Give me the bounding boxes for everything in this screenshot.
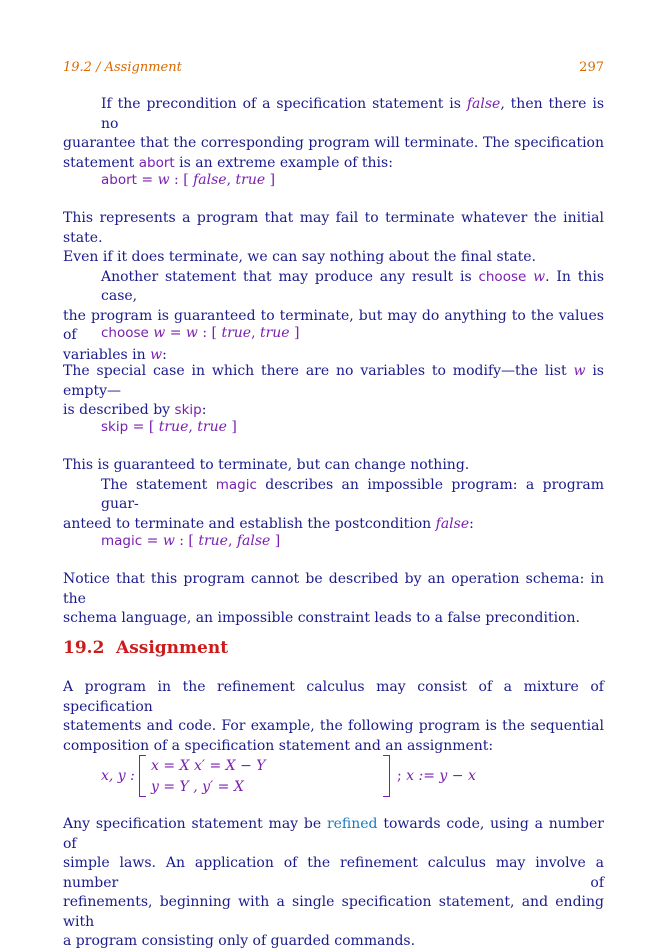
formula-choose: choose w = w : [ true, true ]: [101, 325, 300, 341]
running-header: [63, 60, 604, 78]
page-number: 297: [579, 60, 604, 75]
formula-magic: magic = w : [ true, false ]: [101, 533, 281, 549]
paragraph-assignment-intro: A program in the refinement calculus may consist of a mixture of specification statements and code. For example, the following program is the sequential composition of a specification statement and an assignment:: [63, 679, 604, 754]
section-heading: 19.2 Assignment: [63, 638, 229, 658]
header-section: 19.2 / Assignment: [63, 60, 182, 75]
paragraph-refinement: Any specification statement may be refined towards code, using a number of simple laws. An application of the refinement calculus may involve a number of refinements, beginning with a single specification statement, and ending with a program consisting only of guarded commands.: [63, 816, 604, 949]
formula-skip: skip = [ true, true ]: [101, 419, 237, 435]
formula-spec-assignment: [101, 752, 476, 802]
spec-row-2: y = Y , y′ = X: [151, 779, 244, 795]
refined-link[interactable]: refined: [326, 816, 378, 832]
spec-row-1: x = X x′ = X − Y: [151, 758, 266, 774]
formula-abort: abort = w : [ false, true ]: [101, 172, 276, 188]
paragraph-skip: The special case in which there are no variables to modify—the list w is empty— is described by skip:: [63, 363, 604, 418]
paragraph-precondition: If the precondition of a specification statement is false, then there is no guarantee that the corresponding program will terminate. The specification statement abort is an extreme example of this:: [63, 96, 605, 171]
right-bracket: [383, 755, 390, 797]
assignment-code: ; x := y − x: [397, 768, 476, 784]
left-bracket: [139, 755, 146, 797]
frame-label: x, y :: [101, 768, 135, 784]
paragraph-schema-note: Notice that this program cannot be described by an operation schema: in the schema language, an impossible constraint leads to a false precondition.: [63, 571, 604, 626]
paragraph-magic: This is guaranteed to terminate, but can change nothing. The statement magic describes an impossible program: a program guar- anteed to terminate and establish the postcondition false:: [63, 457, 605, 532]
paragraph-abort-meaning: This represents a program that may fail to terminate whatever the initial state. Even if it does terminate, we can say nothing about the final state. Another statement that may produce any result is choose w. In this case, the program is guaranteed to terminate, but may do anything to the values of variables in w:: [63, 210, 605, 363]
